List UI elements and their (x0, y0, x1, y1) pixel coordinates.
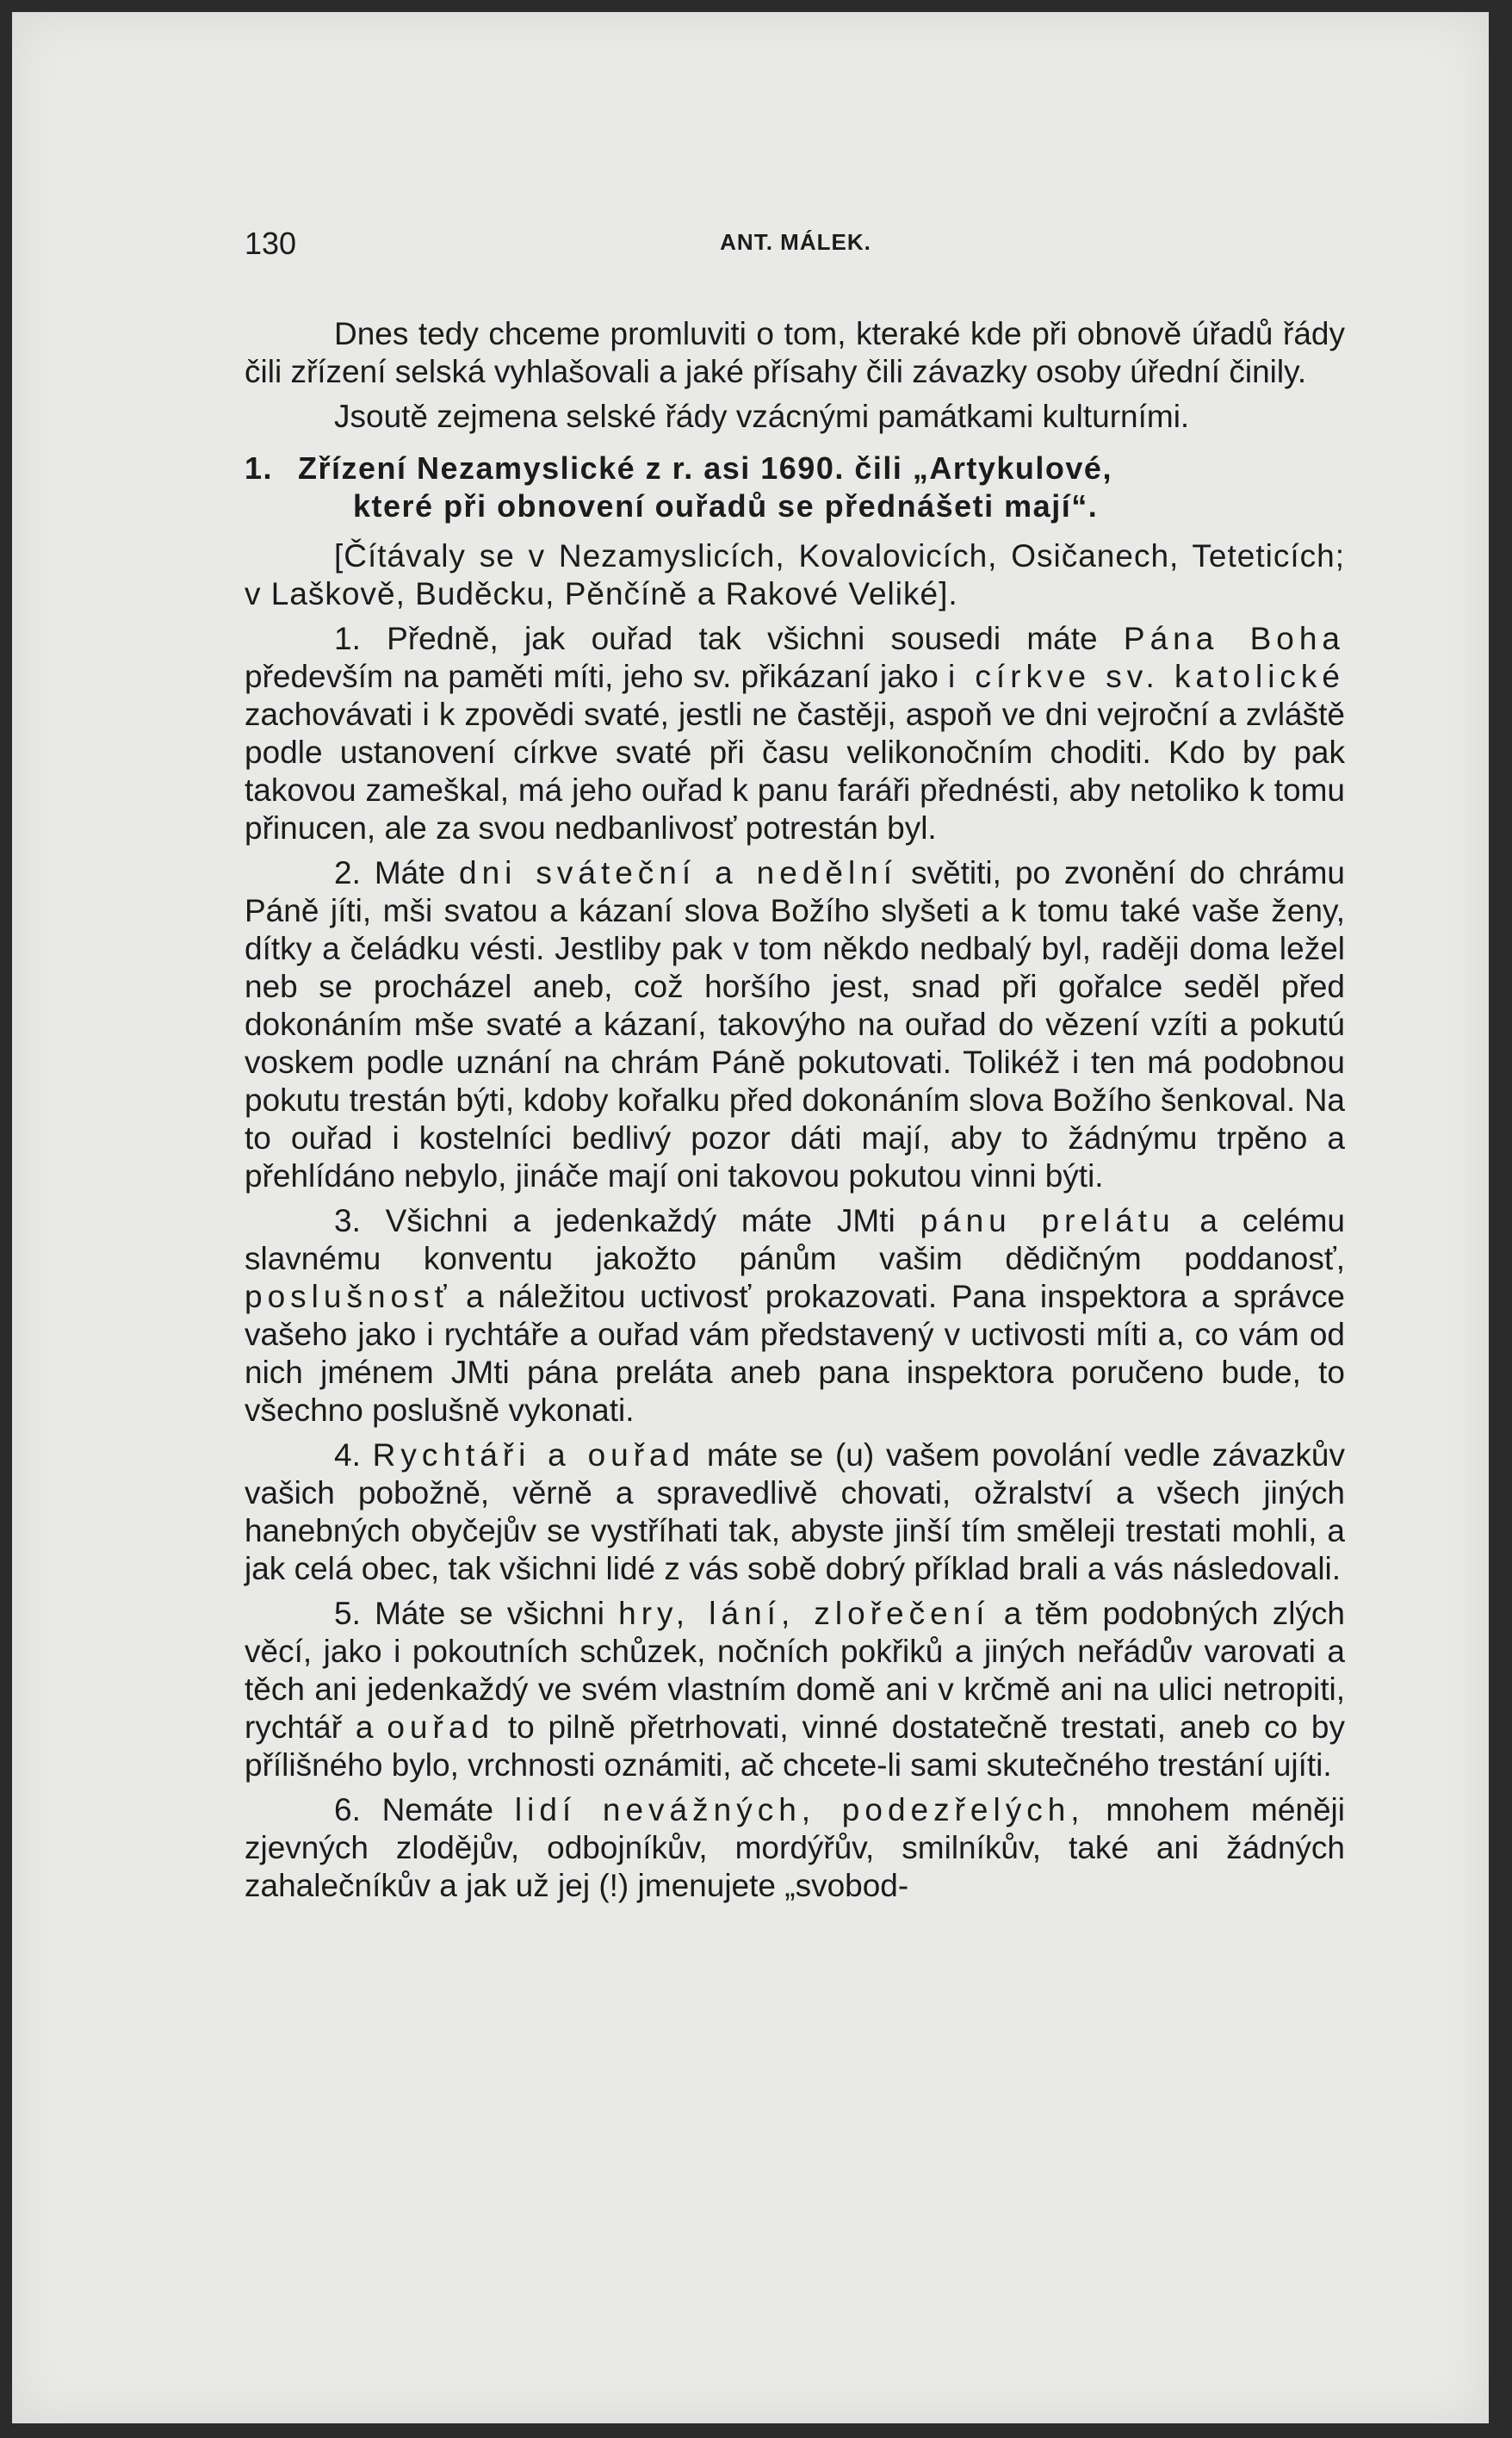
article-6-text-b: mnohem méněji zjevných zlodějův, odbojníkův, mordýřův, smilníkův, také ani žádných zahalečníkův a jak už jej (!) jmenujete „svobod- (245, 1792, 1345, 1903)
article-1-emphasis-b: i církve sv. katolické (947, 659, 1345, 694)
article-3-emphasis-a: pánu prelátu (920, 1203, 1175, 1238)
article-4 (245, 1436, 1345, 1588)
article-5-text-a: 5. Máte se všichni (334, 1596, 619, 1631)
article-3-text-b: a celému slavnému konventu jakožto pánům vašim dědičným poddanosť, (245, 1203, 1345, 1276)
article-2-text-a: 2. Máte (334, 855, 460, 890)
article-5-emphasis-b: ouřad (387, 1709, 494, 1745)
intro-paragraph: Dnes tedy chceme promluviti o tom, kteraké kde při obnově úřadů řády čili zřízení selská vyhlašovali a jaké přísahy čili závazky osoby úřední činily. (245, 316, 1345, 389)
article-3-text-a: 3. Všichni a jedenkaždý máte JMti (334, 1203, 920, 1238)
article-3-emphasis-b: poslušnosť (245, 1279, 452, 1314)
section-heading (245, 450, 1345, 525)
article-1-text-a: 1. Předně, jak ouřad tak všichni sousedi máte (334, 621, 1124, 656)
article-5-emphasis-a: hry, lání, zlořečení (618, 1596, 990, 1631)
section-number: 1. (245, 450, 274, 486)
article-2-emphasis-a: dni sváteční a nedělní (459, 855, 898, 890)
article-2 (245, 854, 1345, 1195)
intro-paragraph-2: Jsoutě zejmena selské řády vzácnými památkami kulturními. (334, 399, 1190, 434)
article-4-text-b: máte se (u) vašem povolání vedle závazkův vašich pobožně, věrně a spravedlivě chovati, ožralství a všech jiných hanebných obyčejův se vystříhati tak, abyste jinší tím směleji trestati mohli, a jak celá obec, tak všichni lidé z vás sobě dobrý příklad brali a vás následovali. (245, 1437, 1345, 1586)
article-2-text-b: světiti, po zvonění do chrámu Páně jíti, mši svatou a kázaní slova Božího slyšeti a k tomu také vaše ženy, dítky a čeládku vésti. Jestliby pak v tom někdo nedbalý byl, raději doma ležel neb se procházel aneb, což horšího jest, snad při gořalce seděl před dokonáním mše svaté a kázaní, takovýho na ouřad do vězení vzíti a pokutú voskem podle uznání na chrám Páně pokutovati. Tolikéž i ten má podobnou pokutu trestán býti, kdoby kořalku před dokonáním slova Božího šenkoval. Na to ouřad i kostelníci bedlivý pozor dáti mají, aby to žádnýmu trpěno a přehlídáno nebylo, jináče mají oni takovou pokutou vinni býti. (245, 855, 1345, 1194)
article-5 (245, 1595, 1345, 1784)
article-1-text-b: především na paměti míti, jeho sv. přikázaní jako (245, 659, 948, 694)
running-head: ANT. MÁLEK. (720, 229, 871, 255)
section-title-line-2: které při obnovení ouřadů se přednášeti mají“. (353, 488, 1099, 524)
article-6-emphasis-a: lidí nevážných, podezřelých, (514, 1792, 1085, 1827)
section-note: [Čítávaly se v Nezamyslicích, Kovalovicích, Osičanech, Teteticích; v Laškově, Buděcku, Pěnčíně a Rakové Veliké]. (245, 538, 1345, 611)
article-5-text-b: a těm podobných zlých věcí, jako i pokoutních schůzek, nočních pokřiků a jiných neřádův varovati a těch ani jedenkaždý ve svém vlastním domě ani v krčmě ani na ulici netropiti, rychtář a (245, 1596, 1346, 1745)
page-header (245, 226, 1347, 269)
article-1-emphasis-a: Pána Boha (1123, 621, 1345, 656)
body-text (245, 315, 1345, 1905)
article-1 (245, 620, 1345, 847)
article-6-text-a: 6. Nemáte (334, 1792, 515, 1827)
article-6 (245, 1791, 1345, 1905)
article-1-text-c: zachovávati i k zpovědi svaté, jestli ne častěji, aspoň ve dni vejroční a zvláště podle ustanovení církve svaté při času velikonočním choditi. Kdo by pak takovou zameškal, má jeho ouřad k panu faráři přednésti, aby netoliko k tomu přinucen, ale za svou nedbanlivosť potrestán byl. (245, 697, 1345, 846)
article-5-text-c: to pilně přetrhovati, vinné dostatečně trestati, aneb co by přílišného bylo, vrchnosti oznámiti, ač chcete-li sami skutečného trestání ujíti. (245, 1709, 1346, 1783)
article-4-emphasis-a: Rychtáři a ouřad (372, 1437, 696, 1473)
article-4-text-a: 4. (334, 1437, 373, 1473)
article-3 (245, 1202, 1345, 1430)
page (12, 12, 1489, 2423)
article-3-text-c: a náležitou uctivosť prokazovati. Pana inspektora a správce vašeho jako i rychtáře a ouřad vám představený v uctivosti míti a, co vám od nich jménem JMti pána preláta aneb pana inspektora poručeno bude, to všechno poslušně vykonati. (245, 1279, 1345, 1428)
section-title-line-1: Zřízení Nezamyslické z r. asi 1690. čili „Artykulové, (298, 450, 1112, 486)
page-number: 130 (245, 226, 297, 261)
